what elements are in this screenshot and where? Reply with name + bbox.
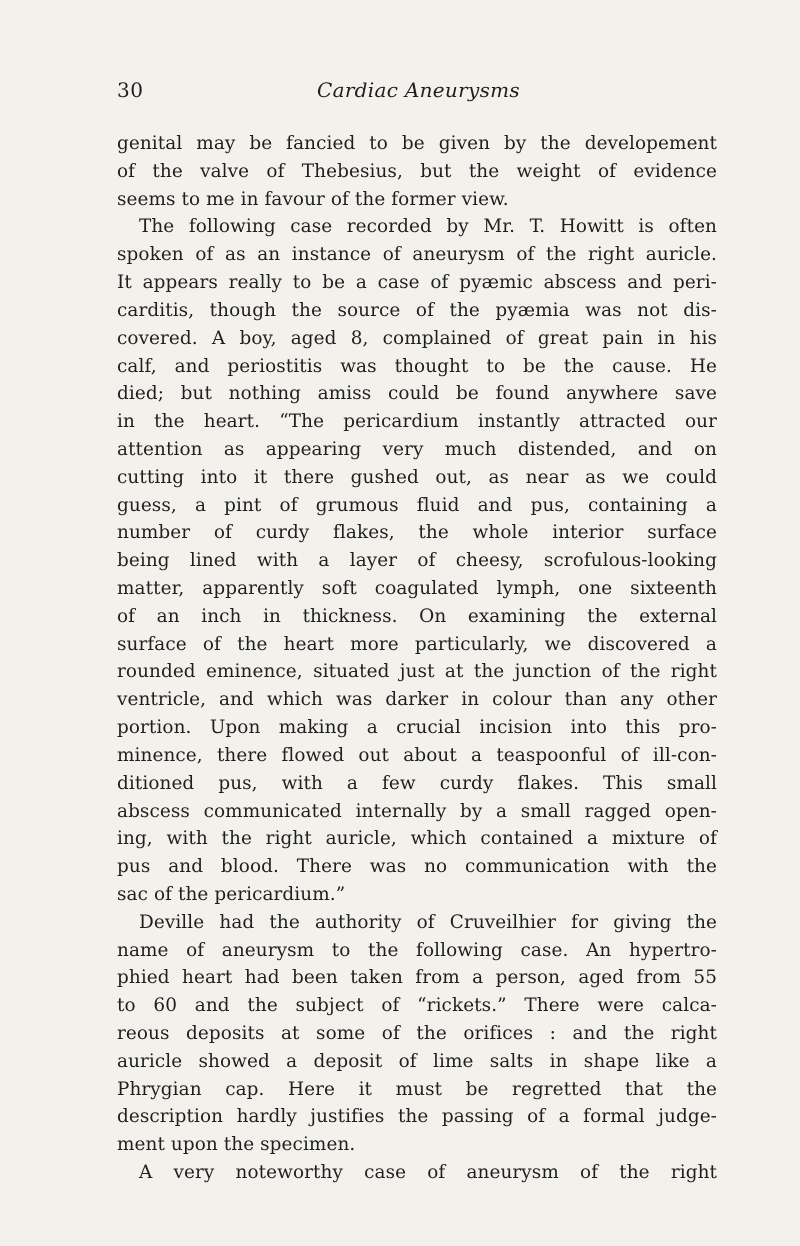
- text-line: matter, apparently soft coagulated lymph, one sixteenth: [117, 578, 717, 599]
- text-line: name of aneurysm to the following case. An hypertro-: [117, 939, 717, 961]
- text-line: died; but nothing amiss could be found anywhere save: [117, 383, 717, 405]
- text-line: to 60 and the subject of “rickets.” There were calca-: [117, 995, 717, 1017]
- text-line: cutting into it there gushed out, as near as we could: [117, 466, 717, 488]
- text-line: ditioned pus, with a few curdy flakes. This small: [117, 772, 717, 794]
- text-line: number of curdy flakes, the whole interior surface: [117, 522, 717, 544]
- text-line: A very noteworthy case of aneurysm of the right: [139, 1162, 717, 1184]
- running-head: Cardiac Aneurysms: [317, 78, 520, 102]
- text-line: of an inch in thickness. On examining the external: [117, 605, 717, 627]
- text-line: It appears really to be a case of pyæmic abscess and peri-: [117, 272, 717, 294]
- text-line: in the heart. “The pericardium instantly attracted our: [117, 411, 717, 433]
- text-line: covered. A boy, aged 8, complained of great pain in his: [117, 327, 717, 349]
- text-line: seems to me in favour of the former view.: [117, 188, 509, 210]
- text-line: Phrygian cap. Here it must be regretted that the: [117, 1078, 717, 1100]
- text-line: auricle showed a deposit of lime salts in shape like a: [117, 1050, 717, 1072]
- text-line: The following case recorded by Mr. T. Howitt is often: [139, 216, 717, 238]
- text-line: abscess communicated internally by a small ragged open-: [117, 800, 717, 822]
- text-line: of the valve of Thebesius, but the weight of evidence: [117, 160, 717, 182]
- text-line: pus and blood. There was no communication with the: [117, 856, 717, 878]
- text-line: description hardly justifies the passing of a formal judge-: [117, 1106, 717, 1128]
- text-line: attention as appearing very much distended, and on: [117, 438, 717, 460]
- text-line: ment upon the specimen.: [117, 1134, 356, 1156]
- text-body: [117, 130, 717, 1187]
- text-line: rounded eminence, situated just at the junction of the right: [117, 661, 717, 683]
- text-line: Deville had the authority of Cruveilhier for giving the: [139, 911, 717, 933]
- page-number: 30: [117, 78, 144, 102]
- text-line: spoken of as an instance of aneurysm of the right auricle.: [117, 244, 717, 266]
- text-line: surface of the heart more particularly, we discovered a: [117, 633, 717, 655]
- text-line: genital may be fancied to be given by the developement: [117, 133, 717, 154]
- text-line: carditis, though the source of the pyæmia was not dis-: [117, 299, 717, 321]
- text-line: phied heart had been taken from a person, aged from 55: [117, 967, 717, 989]
- text-line: being lined with a layer of cheesy, scrofulous-looking: [117, 550, 717, 572]
- text-line: calf, and periostitis was thought to be the cause. He: [117, 355, 717, 377]
- text-line: sac of the pericardium.”: [117, 883, 346, 905]
- text-line: minence, there flowed out about a teaspoonful of ill-con-: [117, 744, 717, 766]
- text-line: reous deposits at some of the orifices : and the right: [117, 1023, 717, 1044]
- text-line: portion. Upon making a crucial incision into this pro-: [117, 717, 717, 739]
- text-line: ing, with the right auricle, which contained a mixture of: [117, 828, 717, 850]
- text-line: guess, a pint of grumous fluid and pus, containing a: [117, 494, 717, 516]
- text-line: ventricle, and which was darker in colour than any other: [117, 689, 717, 711]
- page-header: [117, 78, 717, 110]
